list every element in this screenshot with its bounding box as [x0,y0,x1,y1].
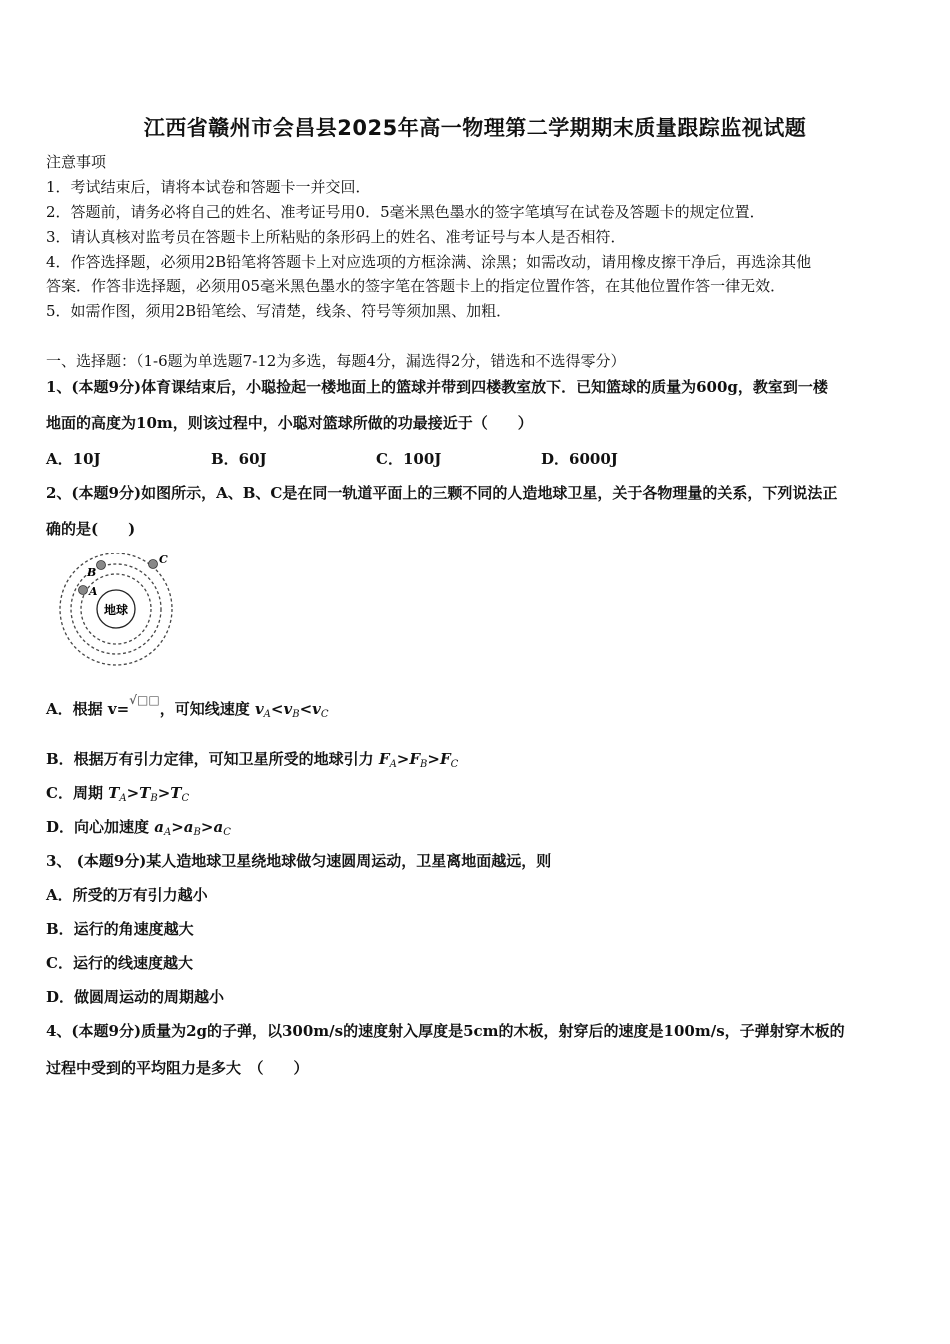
q2-option-c [46,783,189,809]
satellite-a-label: A [89,585,98,598]
q2-option-b [46,749,458,775]
satellite-a-icon [79,586,88,595]
q2-option-b-relation: $F_A>F_B>F_C$ [378,750,459,770]
notice-item-5: 5．如需作图，须用2B铅笔绘、写清楚，线条、符号等须加黑、加粗． [46,302,512,320]
q3-option-d: D．做圆周运动的周期越小 [46,988,225,1006]
q3-option-a: A．所受的万有引力越小 [46,886,208,904]
notice-item-2: 2．答题前，请务必将自己的姓名、准考证号用0．5毫米黑色墨水的签字笔填写在试卷及答题卡的规定位置． [46,203,765,221]
q4-stem-line1: 4、(本题9分)质量为2g的子弹，以300m/s的速度射入厚度是5cm的木板，射穿后的速度是100m/s，子弹射穿木板的 [46,1022,845,1040]
q1-option-c: C．100J [376,450,442,468]
q1-option-b: B．60J [211,450,267,468]
notice-item-3: 3．请认真核对监考员在答题卡上所粘贴的条形码上的姓名、准考证号与本人是否相符． [46,228,626,246]
q2-stem-line2: 确的是( ) [46,520,136,538]
q3-option-c: C．运行的线速度越大 [46,954,193,972]
q1-options [46,449,618,469]
notice-item-1: 1．考试结束后，请将本试卷和答题卡一并交回． [46,178,371,196]
sqrt-formula: √□□ [129,693,160,707]
satellite-c-label: C [159,553,168,566]
q3-option-b: B．运行的角速度越大 [46,920,194,938]
satellite-b-label: B [87,566,97,579]
q1-stem-line1: 1、(本题9分)体育课结束后，小聪捡起一楼地面上的篮球并带到四楼教室放下．已知篮球的质量为600g，教室到一楼 [46,378,828,396]
satellite-b-icon [97,561,106,570]
q2-option-a [46,693,329,725]
notice-item-4-cont: 答案．作答非选择题，必须用05毫米黑色墨水的签字笔在答题卡上的指定位置作答，在其他位置作答一律无效． [46,277,786,295]
q2-option-d-relation: $a_A>a_B>a_C$ [154,818,231,838]
q2-option-b-text: B．根据万有引力定律，可知卫星所受的地球引力 [46,750,379,768]
q1-option-d: D．6000J [541,450,618,468]
q4-stem-line2: 过程中受到的平均阻力是多大 （ ） [46,1059,309,1077]
q1-option-a: A．10J [46,450,101,468]
q2-option-d [46,817,231,843]
section-heading: 一、选择题：（1-6题为单选题7-12为多选，每题4分，漏选得2分，错选和不选得零分） [46,352,626,370]
q1-stem-line2: 地面的高度为10m，则该过程中，小聪对篮球所做的功最接近于（ ） [46,414,533,432]
q2-option-c-text: C．周期 [46,784,109,802]
q2-option-a-mid: ，可知线速度 [159,700,255,718]
q3-stem: 3、 (本题9分)某人造地球卫星绕地球做匀速圆周运动，卫星离地面越远，则 [46,852,552,870]
earth-label: 地球 [103,603,129,617]
satellite-orbit-diagram [58,553,178,668]
satellite-c-icon [149,560,158,569]
q2-option-a-text: A．根据 v= [46,700,130,718]
q2-option-d-text: D．向心加速度 [46,818,155,836]
q2-option-a-relation: $v_A<v_B<v_C$ [254,700,329,720]
page-title: 江西省赣州市会昌县2025年高一物理第二学期期末质量跟踪监视试题 [143,116,807,140]
notice-heading: 注意事项 [46,153,107,171]
q2-option-c-relation: $T_A>T_B>T_C$ [108,784,190,804]
q2-stem-line1: 2、(本题9分)如图所示，A、B、C是在同一轨道平面上的三颗不同的人造地球卫星，关于各物理量的关系，下列说法正 [46,484,838,502]
notice-item-4: 4．作答选择题，必须用2B铅笔将答题卡上对应选项的方框涂满、涂黑；如需改动，请用橡皮擦干净后，再选涂其他 [46,253,812,271]
